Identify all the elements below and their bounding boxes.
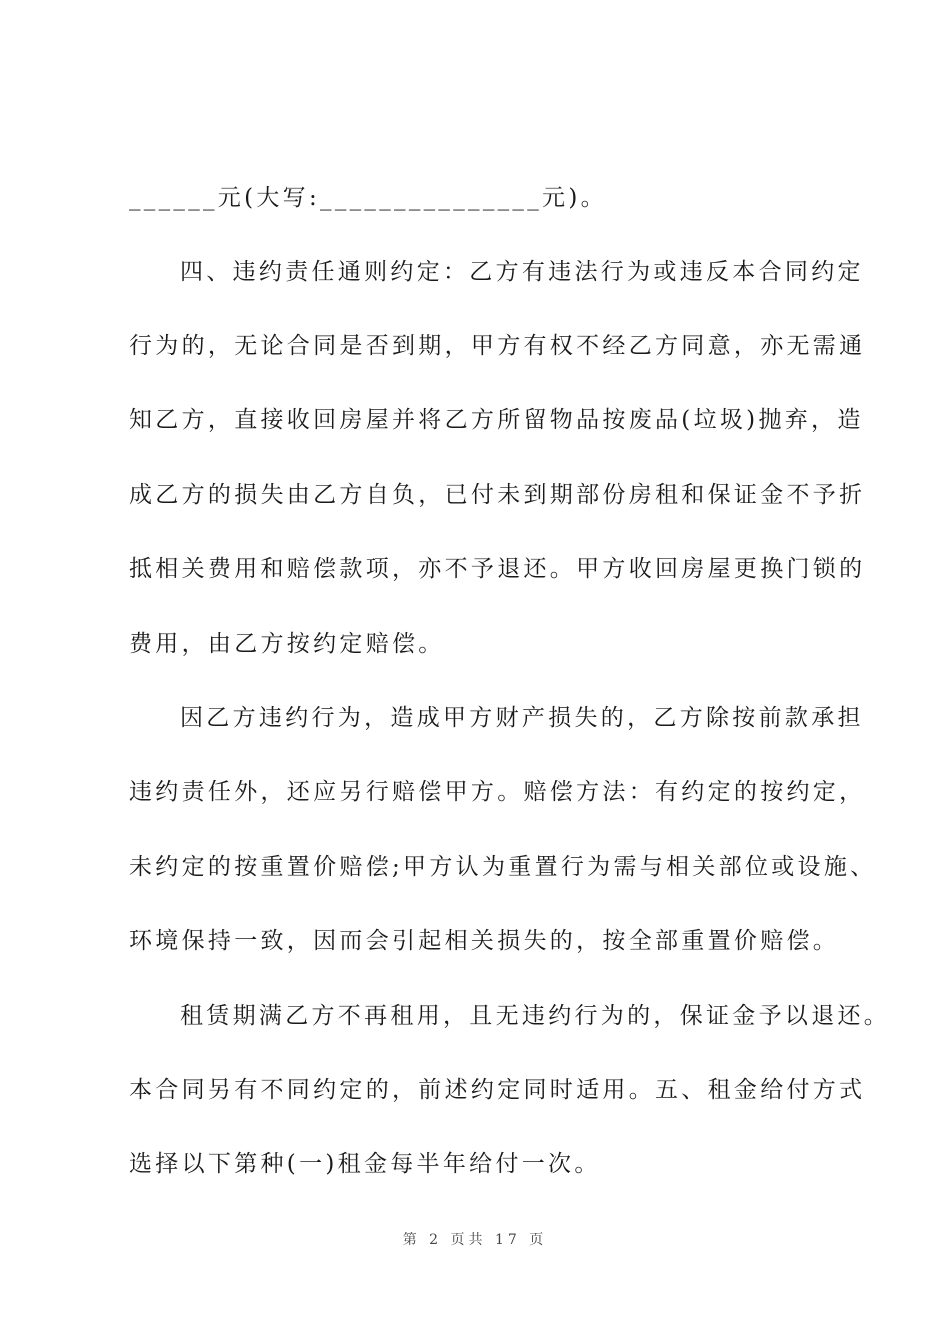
page-number-footer: 第 2 页共 17 页 [402, 1232, 548, 1248]
text-line: 知乙方，直接收回房屋并将乙方所留物品按废品(垃圾)抛弃，造 [129, 407, 864, 433]
text-line: 环境保持一致，因而会引起相关损失的，按全部重置价赔偿。 [129, 928, 840, 954]
text-line: 租赁期满乙方不再租用，且无违约行为的，保证金予以退还。 [180, 1003, 891, 1029]
text-line: 未约定的按重置价赔偿;甲方认为重置行为需与相关部位或设施、 [129, 854, 877, 880]
text-line: 抵相关费用和赔偿款项，亦不予退还。甲方收回房屋更换门锁的 [129, 556, 866, 582]
text-line: 违约责任外，还应另行赔偿甲方。赔偿方法：有约定的按约定， [129, 779, 866, 805]
text-line: 因乙方违约行为，造成甲方财产损失的，乙方除按前款承担 [180, 705, 864, 731]
text-line: 成乙方的损失由乙方自负，已付未到期部份房租和保证金不予折 [129, 482, 866, 508]
text-line: ______元(大写:_______________元)。 [129, 185, 607, 211]
text-line: 费用，由乙方按约定赔偿。 [129, 631, 445, 657]
text-line: 行为的，无论合同是否到期，甲方有权不经乙方同意，亦无需通 [129, 333, 866, 359]
text-line: 本合同另有不同约定的，前述约定同时适用。五、租金给付方式 [129, 1077, 866, 1103]
text-line: 选择以下第种(一)租金每半年给付一次。 [129, 1151, 601, 1177]
text-line: 四、违约责任通则约定：乙方有违法行为或违反本合同约定 [180, 259, 864, 285]
